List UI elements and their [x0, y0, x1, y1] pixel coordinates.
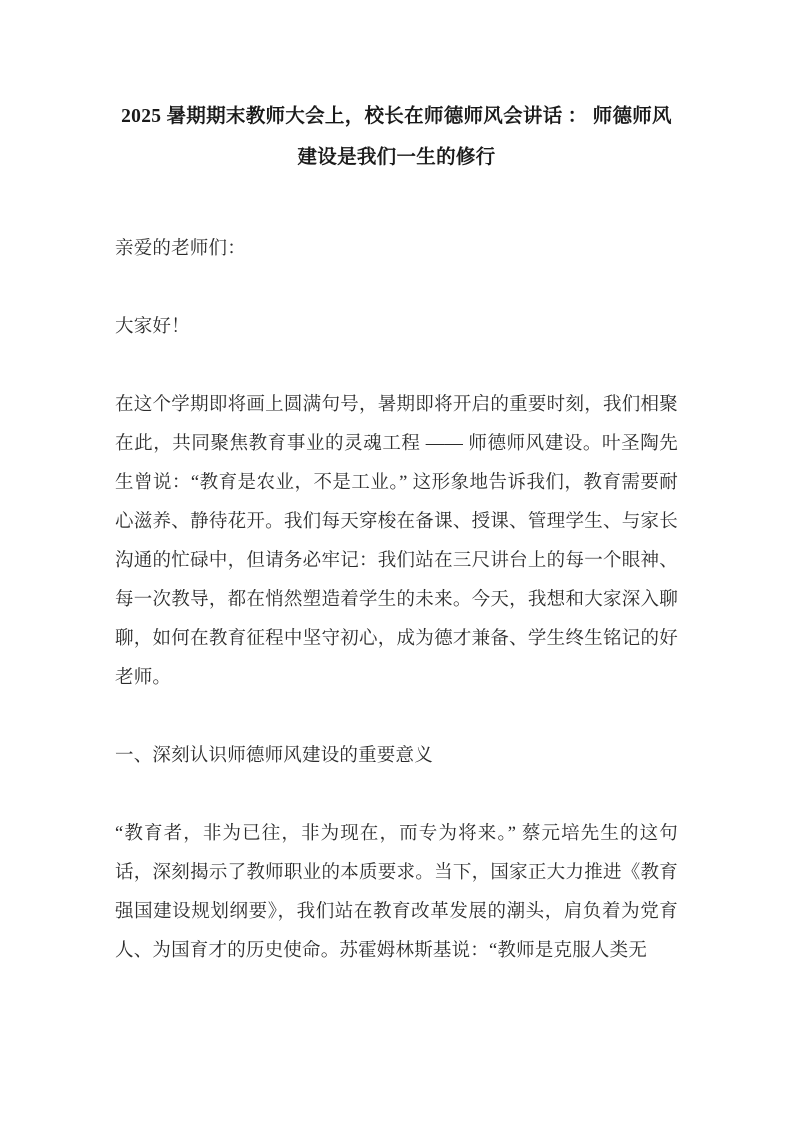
body-paragraph-1: 在这个学期即将画上圆满句号，暑期即将开启的重要时刻，我们相聚在此，共同聚焦教育事业的灵魂工程 —— 师德师风建设。叶圣陶先生曾说：“教育是农业，不是工业。” 这形象地告诉我们，教育需要耐心滋养、静待花开。我们每天穿梭在备课、授课、管理学生、与家长沟通的忙碌中，但请务必牢记：我们站在三尺讲台上的每一个眼神、每一次教导，都在悄然塑造着学生的未来。今天，我想和大家深入聊聊，如何在教育征程中坚守初心，成为德才兼备、学生终生铭记的好老师。 — [115, 395, 678, 688]
spacer-paragraph-1 — [115, 698, 678, 737]
greeting: 大家好！ — [115, 317, 190, 337]
salutation: 亲爱的老师们： — [115, 239, 246, 259]
spacer-salutation — [115, 269, 678, 308]
spacer-greeting — [115, 347, 678, 386]
spacer-section-heading — [115, 776, 678, 815]
body-paragraph-2: “教育者，非为已往，非为现在，而专为将来。” 蔡元培先生的这句话，深刻揭示了教师职业的本质要求。当下，国家正大力推进《教育强国建设规划纲要》，我们站在教育改革发展的潮头，肩负着为党育人、为国育才的历史使命。苏霍姆林斯基说：“教师是克服人类无 — [115, 824, 678, 961]
page-title: 2025 暑期期末教师大会上，校长在师德师风会讲话 ： 师德师风建设是我们一生的修行 — [121, 106, 672, 168]
spacer-after-title — [115, 178, 678, 230]
section-heading-1: 一、深刻认识师德师风建设的重要意义 — [115, 746, 433, 766]
